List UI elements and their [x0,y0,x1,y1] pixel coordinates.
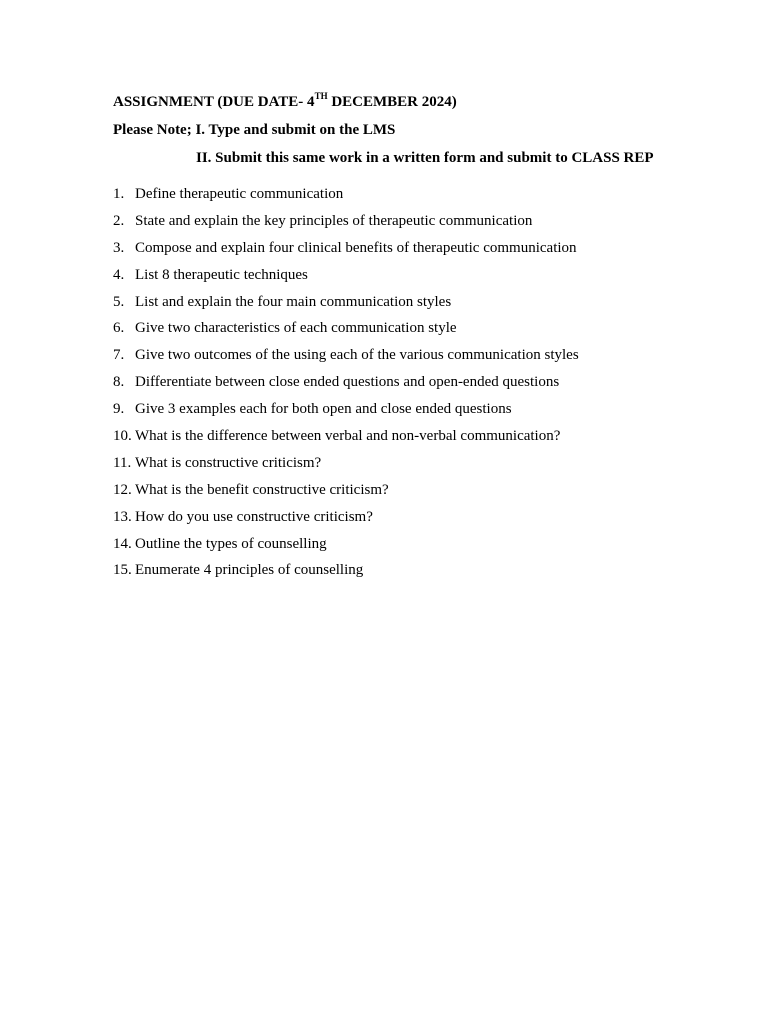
question-item [113,212,733,239]
question-text: Compose and explain four clinical benefits of therapeutic communication [135,239,577,256]
question-text: State and explain the key principles of therapeutic communication [135,212,533,229]
title-suffix: DECEMBER 2024) [327,94,457,110]
question-number: 12. [113,481,132,498]
question-number: 6. [113,320,125,337]
question-number: 14. [113,535,132,552]
question-number: 4. [113,266,125,283]
question-text: Differentiate between close ended questions and open-ended questions [135,374,560,391]
question-text: How do you use constructive criticism? [135,508,373,525]
question-text: Give two outcomes of the using each of the various communication styles [135,347,579,364]
question-item [113,319,733,346]
assignment-title [113,93,457,111]
note-line-1: Please Note; I. Type and submit on the LMS [113,122,396,138]
question-number: 15. [113,562,132,579]
question-number: 5. [113,293,125,310]
question-item [113,185,733,212]
question-number: 8. [113,374,125,391]
question-text: Enumerate 4 principles of counselling [135,562,364,579]
question-item [113,481,733,508]
question-list [113,185,733,588]
question-text: What is the difference between verbal and non-verbal communication? [135,428,561,445]
question-number: 13. [113,508,132,525]
question-text: Give 3 examples each for both open and close ended questions [135,401,512,418]
question-item [113,561,733,588]
question-text: What is constructive criticism? [135,454,322,471]
question-item [113,508,733,535]
question-item [113,293,733,320]
note-line-2: II. Submit this same work in a written form and submit to CLASS REP [196,150,654,166]
question-number: 3. [113,239,125,256]
question-item [113,454,733,481]
question-item [113,373,733,400]
question-text: List 8 therapeutic techniques [135,266,308,283]
question-text: Outline the types of counselling [135,535,327,552]
question-text: List and explain the four main communication styles [135,293,452,310]
question-item [113,346,733,373]
question-item [113,266,733,293]
question-number: 10. [113,428,132,445]
question-number: 9. [113,401,125,418]
question-text: Give two characteristics of each communication style [135,320,457,337]
question-number: 1. [113,186,125,202]
question-item [113,535,733,562]
question-text: What is the benefit constructive criticism? [135,481,389,498]
question-text: Define therapeutic communication [135,186,344,202]
title-prefix: ASSIGNMENT (DUE DATE- 4 [113,94,315,110]
question-number: 2. [113,212,125,229]
question-item [113,239,733,266]
question-number: 7. [113,347,125,364]
title-superscript: TH [314,91,328,101]
question-item [113,427,733,454]
question-number: 11. [113,454,132,471]
question-item [113,400,733,427]
